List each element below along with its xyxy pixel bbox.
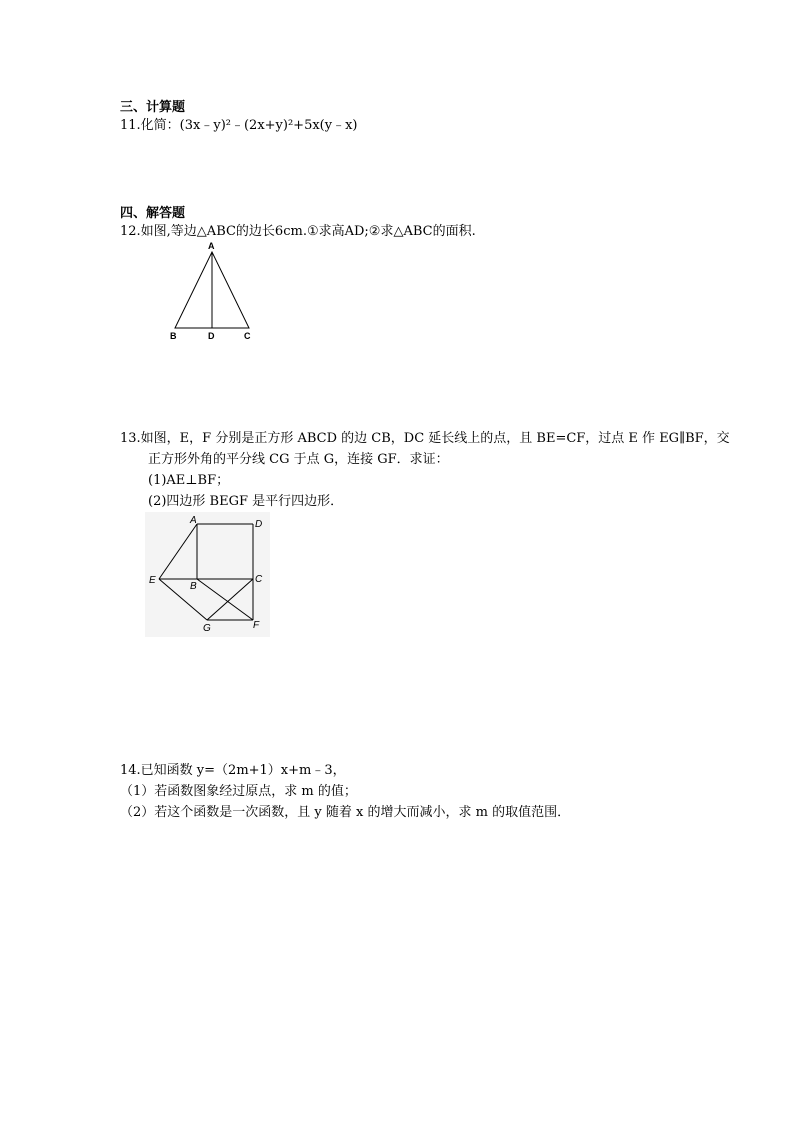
triangle-figure (165, 240, 260, 345)
label-b: B (170, 331, 177, 341)
label-e: E (149, 575, 156, 586)
label-c: C (255, 574, 263, 585)
label-g: G (203, 623, 211, 634)
question-14-part1: （1）若函数图象经过原点，求 m 的值； (120, 784, 357, 799)
question-13-line1: 13.如图，E，F 分别是正方形 ABCD 的边 CB，DC 延长线上的点，且 BE=CF，过点 E 作 EG∥BF，交 (120, 431, 730, 446)
question-13-part1: (1)AE⊥BF； (148, 473, 230, 488)
label-a: A (190, 515, 197, 526)
label-b: B (190, 581, 197, 592)
question-12: 12.如图,等边△ABC的边长6cm.①求高AD;②求△ABC的面积. (120, 224, 476, 239)
label-c: C (244, 331, 251, 341)
question-14-part2: （2）若这个函数是一次函数，且 y 随着 x 的增大而减小，求 m 的取值范围． (120, 805, 571, 820)
label-d: D (208, 331, 215, 341)
section-4-heading: 四、解答题 (120, 206, 186, 221)
square-figure (145, 512, 270, 637)
question-14-line1: 14.已知函数 y=（2m+1）x+m﹣3， (120, 763, 346, 778)
question-13-part2: (2)四边形 BEGF 是平行四边形． (148, 494, 344, 509)
label-a: A (208, 241, 215, 251)
question-11: 11.化简：(3x﹣y)²﹣(2x+y)²+5x(y﹣x) (120, 118, 358, 133)
section-3-heading: 三、计算题 (120, 100, 186, 115)
label-d: D (255, 519, 263, 530)
label-f: F (253, 620, 260, 631)
question-13-line2: 正方形外角的平分线 CG 于点 G，连接 GF．求证： (148, 452, 449, 467)
